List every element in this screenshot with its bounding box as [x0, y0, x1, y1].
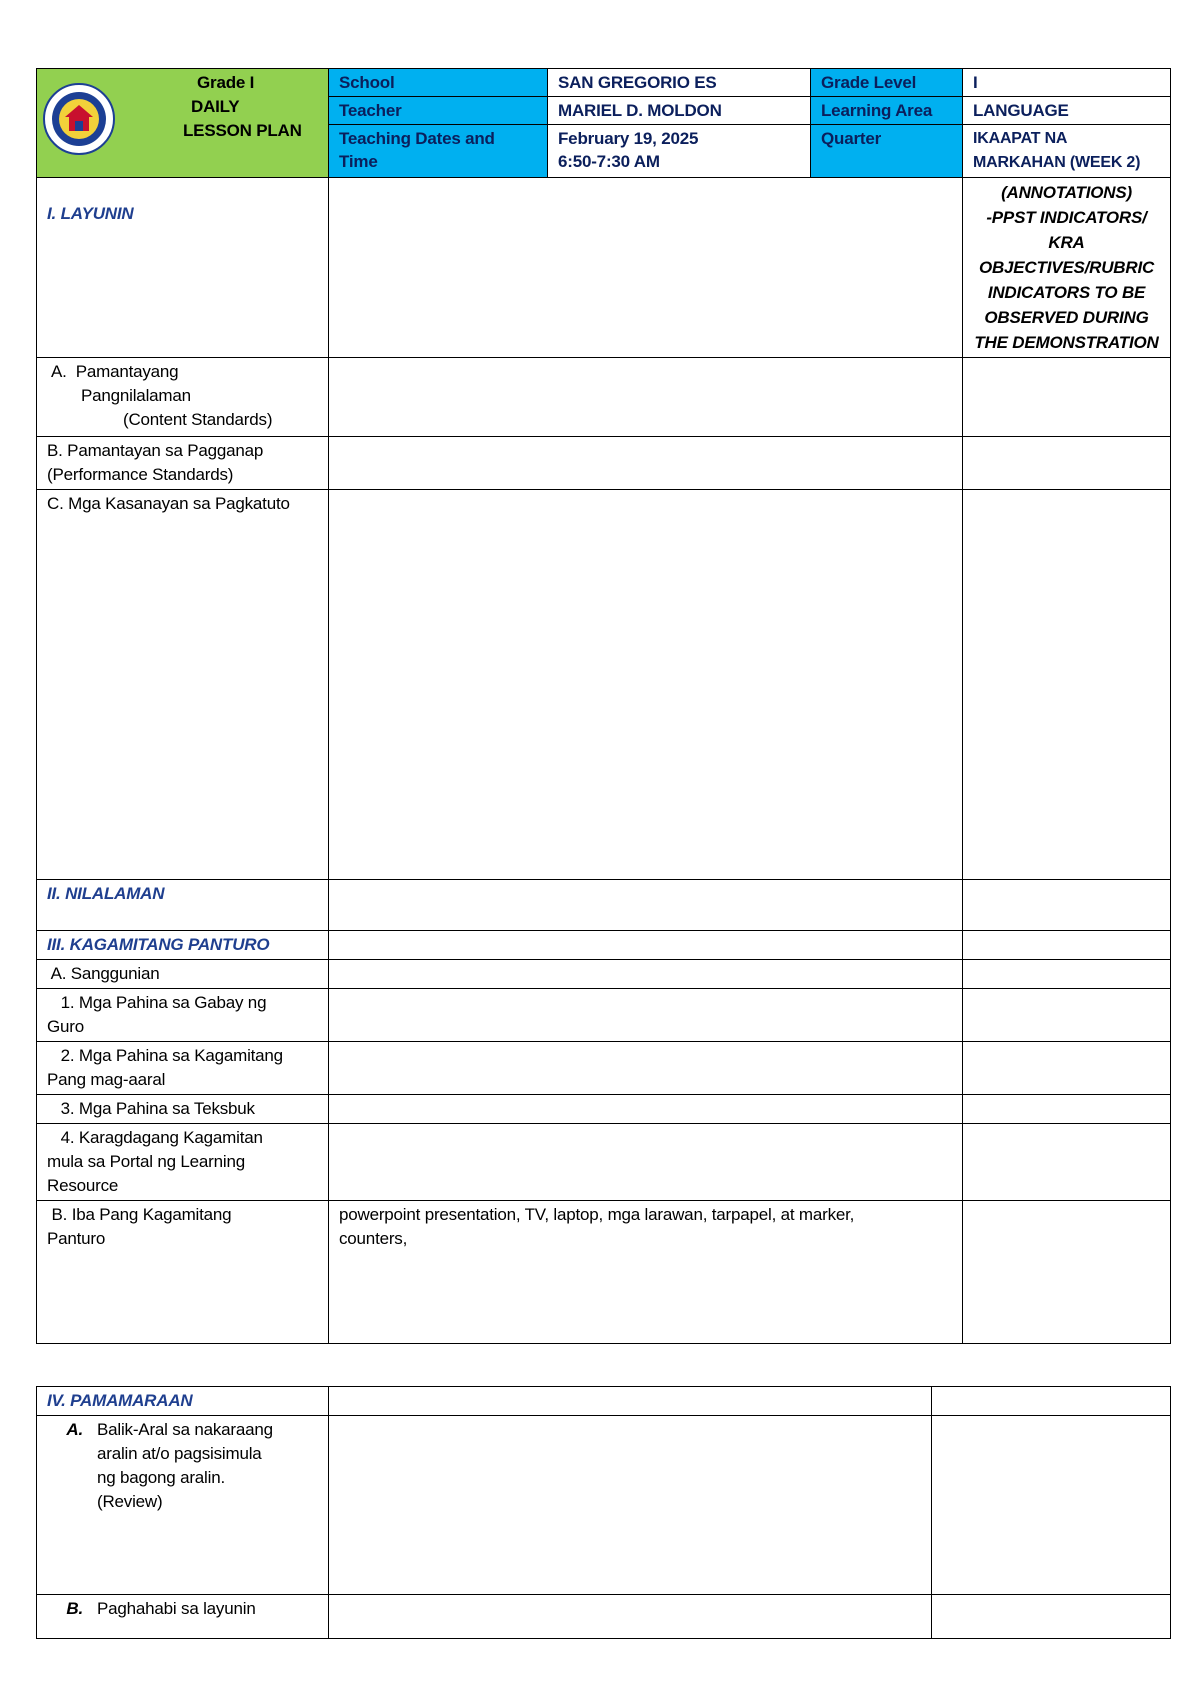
- annotation-line: -PPST INDICATORS/: [986, 208, 1147, 227]
- other-materials-label: [37, 1201, 329, 1344]
- section-layunin: I. LAYUNIN: [37, 178, 329, 358]
- teacher-value: MARIEL D. MOLDON: [548, 97, 811, 125]
- ref-learner-material-content: [329, 1042, 963, 1095]
- ref-learner-material-annotation: [963, 1042, 1171, 1095]
- annotation-line: INDICATORS TO BE: [987, 283, 1146, 302]
- annotation-line: KRA: [1048, 233, 1085, 252]
- annotations-header: [963, 178, 1171, 358]
- annotation-line: (ANNOTATIONS): [1001, 183, 1132, 202]
- lesson-plan-table: [36, 68, 1171, 1344]
- ref-teacher-guide-content: [329, 989, 963, 1042]
- ref-learner-material-label: [37, 1042, 329, 1095]
- ref-teacher-guide-label: [37, 989, 329, 1042]
- kagamitan-content: [329, 931, 963, 960]
- title-daily: DAILY: [191, 97, 240, 116]
- performance-standards-line2: (Performance Standards): [47, 465, 234, 484]
- sanggunian-label: A. Sanggunian: [37, 960, 329, 989]
- other-materials-line2: Panturo: [47, 1229, 106, 1248]
- ref-portal-annotation: [963, 1124, 1171, 1201]
- ref-portal-line3: Resource: [47, 1176, 119, 1195]
- procedure-objective-letter: B.: [66, 1599, 83, 1618]
- grade-level-value: I: [963, 69, 1171, 97]
- dates-label: [329, 125, 548, 178]
- procedure-review-content: [329, 1416, 932, 1595]
- ref-portal-content: [329, 1124, 963, 1201]
- title-lesson-plan: LESSON PLAN: [183, 121, 302, 140]
- quarter-value-line2: MARKAHAN (WEEK 2): [973, 154, 1141, 171]
- other-materials-value-line1: powerpoint presentation, TV, laptop, mga larawan, tarpapel, at marker,: [339, 1205, 855, 1224]
- school-value: SAN GREGORIO ES: [548, 69, 811, 97]
- kagamitan-annotation: [963, 931, 1171, 960]
- ref-textbook-label: 3. Mga Pahina sa Teksbuk: [37, 1095, 329, 1124]
- quarter-value: [963, 125, 1171, 178]
- dates-label-line1: Teaching Dates and: [339, 129, 495, 148]
- procedure-objective-annotation: [932, 1595, 1171, 1639]
- ref-teacher-guide-annotation: [963, 989, 1171, 1042]
- ref-portal-label: [37, 1124, 329, 1201]
- grade-level-label: Grade Level: [811, 69, 963, 97]
- section-pamamaraan: IV. PAMAMARAAN: [37, 1387, 329, 1416]
- sanggunian-content: [329, 960, 963, 989]
- procedure-review-line: Balik-Aral sa nakaraang: [97, 1420, 273, 1439]
- ref-textbook-content: [329, 1095, 963, 1124]
- title-block: [37, 69, 329, 178]
- performance-standards-annotation: [963, 437, 1171, 490]
- procedure-table: [36, 1386, 1171, 1639]
- ref-portal-line1: 4. Karagdagang Kagamitan: [47, 1128, 263, 1147]
- ref-portal-line2: mula sa Portal ng Learning: [47, 1152, 245, 1171]
- annotation-line: OBSERVED DURING: [984, 308, 1149, 327]
- performance-standards-content: [329, 437, 963, 490]
- ref-learner-material-line1: 2. Mga Pahina sa Kagamitang: [47, 1046, 283, 1065]
- dates-label-line2: Time: [339, 152, 378, 171]
- competencies-label: C. Mga Kasanayan sa Pagkatuto: [37, 490, 329, 880]
- procedure-review-annotation: [932, 1416, 1171, 1595]
- pamamaraan-annotation: [932, 1387, 1171, 1416]
- section-nilalaman: II. NILALAMAN: [37, 880, 329, 931]
- content-standards-content: [329, 358, 963, 437]
- annotation-line: THE DEMONSTRATION: [974, 333, 1159, 352]
- other-materials-value-line2: counters,: [339, 1229, 408, 1248]
- annotation-line: OBJECTIVES/RUBRIC: [978, 258, 1155, 277]
- content-standards-label: [37, 358, 329, 437]
- ref-textbook-annotation: [963, 1095, 1171, 1124]
- learning-area-label: Learning Area: [811, 97, 963, 125]
- procedure-objective-text: Paghahabi sa layunin: [97, 1599, 256, 1618]
- content-standards-annotation: [963, 358, 1171, 437]
- content-standards-line2: Pangnilalaman: [81, 386, 191, 405]
- content-standards-line1: Pamantayang: [75, 362, 179, 381]
- quarter-label: Quarter: [811, 125, 963, 178]
- performance-standards-label: [37, 437, 329, 490]
- performance-standards-line1: B. Pamantayan sa Pagganap: [47, 441, 264, 460]
- competencies-content: [329, 490, 963, 880]
- learning-area-value: LANGUAGE: [963, 97, 1171, 125]
- content-standards-line3: (Content Standards): [123, 410, 273, 429]
- procedure-review-line: (Review): [97, 1492, 163, 1511]
- other-materials-line1: B. Iba Pang Kagamitang: [47, 1205, 232, 1224]
- procedure-review-line: ng bagong aralin.: [97, 1468, 225, 1487]
- dates-value: [548, 125, 811, 178]
- nilalaman-annotation: [963, 880, 1171, 931]
- title-grade: Grade I: [197, 73, 255, 92]
- section-kagamitan: III. KAGAMITANG PANTURO: [37, 931, 329, 960]
- ref-learner-material-line2: Pang mag-aaral: [47, 1070, 166, 1089]
- layunin-content: [329, 178, 963, 358]
- other-materials-annotation: [963, 1201, 1171, 1344]
- deped-seal-icon: [43, 83, 115, 155]
- pamamaraan-content: [329, 1387, 932, 1416]
- procedure-objective-content: [329, 1595, 932, 1639]
- dates-value-line2: 6:50-7:30 AM: [558, 152, 660, 171]
- nilalaman-content: [329, 880, 963, 931]
- procedure-review-line: aralin at/o pagsisimula: [97, 1444, 262, 1463]
- ref-teacher-guide-line1: 1. Mga Pahina sa Gabay ng: [47, 993, 267, 1012]
- competencies-annotation: [963, 490, 1171, 880]
- sanggunian-annotation: [963, 960, 1171, 989]
- procedure-review-label: [37, 1416, 329, 1595]
- procedure-review-letter: A.: [66, 1420, 83, 1439]
- procedure-objective-label: [37, 1595, 329, 1639]
- content-standards-letter: A.: [51, 362, 67, 381]
- quarter-value-line1: IKAAPAT NA: [973, 130, 1068, 147]
- dates-value-line1: February 19, 2025: [558, 129, 699, 148]
- other-materials-content: [329, 1201, 963, 1344]
- school-label: School: [329, 69, 548, 97]
- ref-teacher-guide-line2: Guro: [47, 1017, 84, 1036]
- teacher-label: Teacher: [329, 97, 548, 125]
